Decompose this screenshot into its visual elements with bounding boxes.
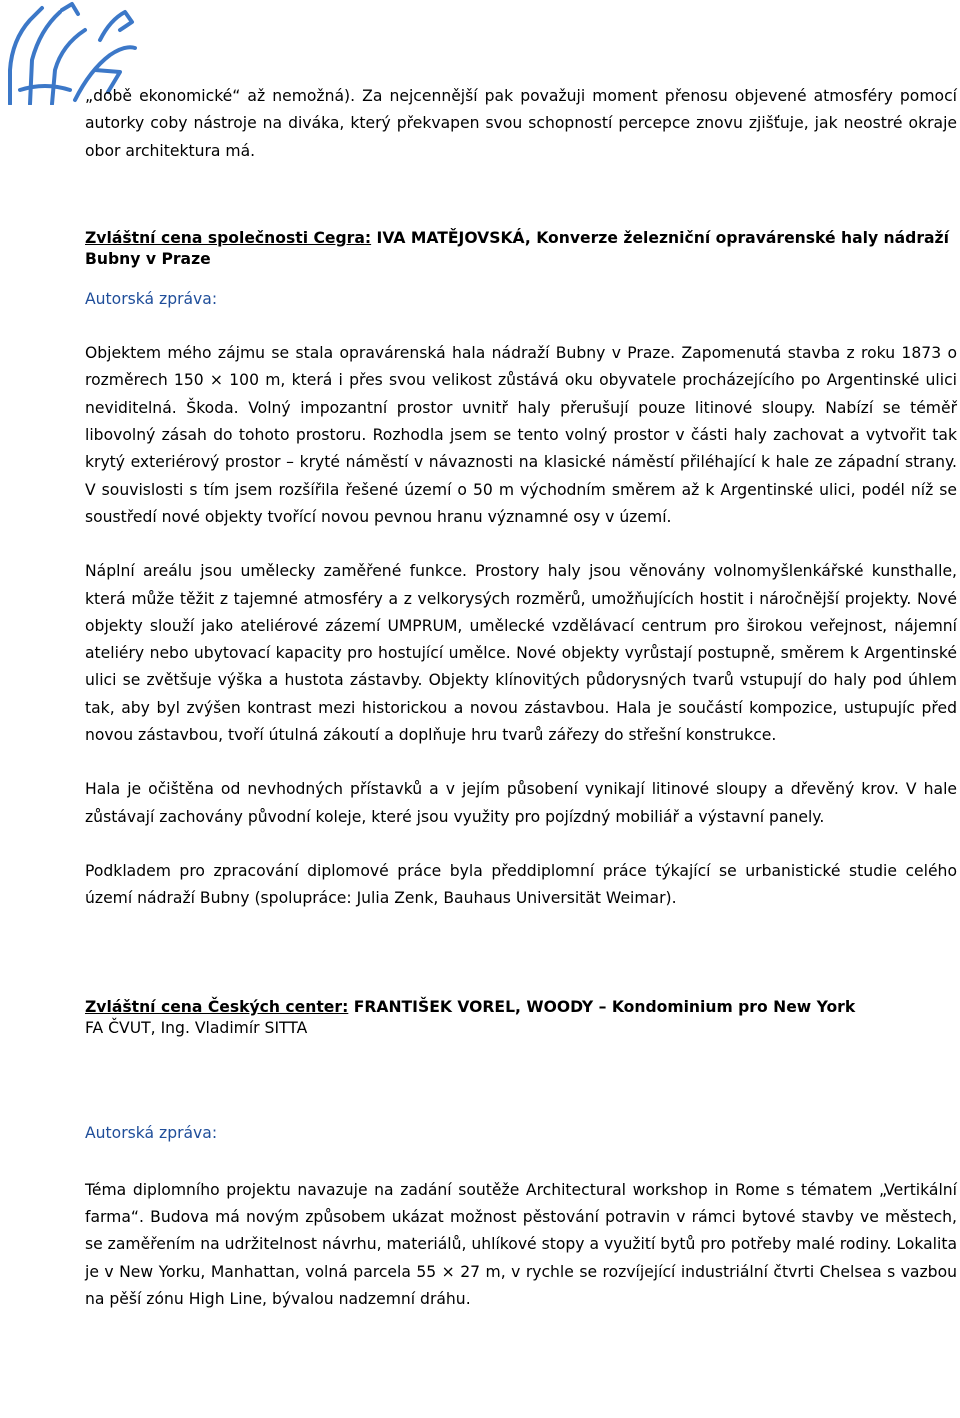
section2-report-label: Autorská zpráva: <box>85 1123 218 1142</box>
section2-winner: FRANTIŠEK VOREL, WOODY – Kondominium pro New York <box>353 997 856 1016</box>
section1-paragraph-4: Podkladem pro zpracování diplomové práce byla předdiplomní práce týkající se urbanistické studie celého území nádraží Bubny (spolupráce: Julia Zenk, Bauhaus Universität Weimar). <box>85 861 957 908</box>
section1-prize-label: Zvláštní cena společnosti Cegra: <box>85 228 372 247</box>
section1-paragraph-3: Hala je očištěna od nevhodných přístavků a v jejím působení vynikají litinové sloupy a dřevěný krov. V hale zůstávají zachovány původní koleje, které jsou využity pro pojízdný mobiliář a výstavní panely. <box>85 780 957 826</box>
section1-paragraph-2: Náplní areálu jsou umělecky zaměřené funkce. Prostory haly jsou věnovány volnomyšlenkářské kunsthalle, která může těžit z tajemné atmosféry a z velkorysých rozměrů, umožňujících hostit i náročnější projekty. Nové objekty slouží jako ateliérové zázemí UMPRUM, umělecké vzdělávací centrum pro širokou veřejnost, nájemní ateliéry nebo ubytovací kapacity pro hostující umělce. Nové objekty vyrůstají postupně, směrem k Argentinské ulici se zvětšuje výška a hustota zástavby. Objekty klínovitých půdorysných tvarů vstupují do haly pod úhlem tak, aby byl zvýšen kontrast mezi historickou a novou zástavbou. Hala je součástí kompozice, ustupujíc před novou zástavbou, tvoří útulná zákoutí a doplňuje hru tvarů zářezy do střešní konstrukce. <box>85 562 957 745</box>
section1-report-label: Autorská zpráva: <box>85 289 218 308</box>
section2-paragraph: Téma diplomního projektu navazuje na zadání soutěže Architectural workshop in Rome s tématem „Vertikální farma“. Budova má novým způsobem ukázat možnost pěstování potravin v rámci bytové stavby ve městech, se zaměřením na udržitelnost návrhu, materiálů, uhlíkové stopy a využití bytů pro potřeby malé rodiny. Lokalita je v New Yorku, Manhattan, volná parcela 55 × 27 m, v rychle se rozvíjející industriální čtvrti Chelsea s vazbou na pěší zónu High Line, bývalou nadzemní dráhu. <box>85 1180 957 1309</box>
intro-paragraph: „době ekonomické“ až nemožná). Za nejcennější pak považuji moment přenosu objevené atmosféry pomocí autorky coby nástroje na diváka, který překvapen svou schopností percepce znovu zjišťuje, jak neostré okraje obor architektura má. <box>85 87 957 160</box>
section2-prize-label: Zvláštní cena Českých center: <box>85 997 349 1016</box>
section1-heading <box>85 228 957 271</box>
document-body <box>85 83 957 1313</box>
section2-school-supervisor: FA ČVUT, Ing. Vladimír SITTA <box>85 1019 308 1038</box>
section1-paragraph-1: Objektem mého zájmu se stala opravárenská hala nádraží Bubny v Praze. Zapomenutá stavba z roku 1873 o rozměrech 150 × 100 m, která i přes svou velikost zůstává oku obyvatele procházejícího po Argentinské ulici neviditelná. Škoda. Volný impozantní prostor uvnitř haly přerušují pouze litinové sloupy. Nabízí se téměř libovolný zásah do tohoto prostoru. Rozhodla jsem se tento volný prostor v části haly zachovat a vytvořit tak krytý exteriérový prostor – kryté náměstí v návaznosti na klasické náměstí přiléhající k hale ze západní strany. V souvislosti s tím jsem rozšířila řešené území o 50 m východním směrem až k Argentinské ulici, podél níž se soustředí nové objekty tvořící novou pevnou hranu významné osy v území. <box>85 344 957 526</box>
section1-winner: IVA MATĚJOVSKÁ, Konverze železniční opravárenské haly nádraží Bubny v Praze <box>85 228 949 269</box>
section2-heading <box>85 997 957 1019</box>
